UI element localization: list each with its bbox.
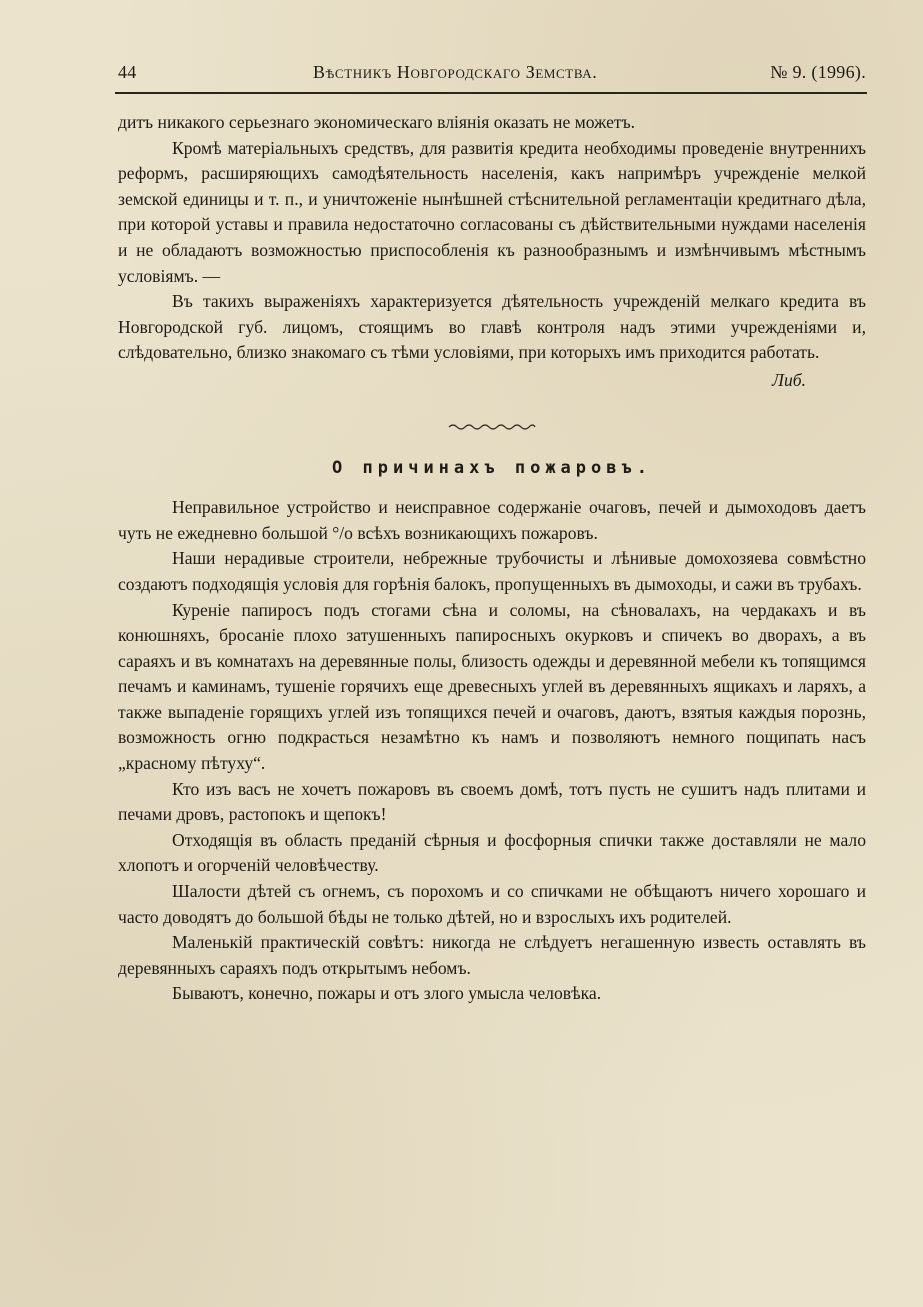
paragraph: Маленькій практическій совѣтъ: никогда не слѣдуетъ негашенную известь оставлять въ деревянныхъ сараяхъ подъ открытымъ небомъ. <box>118 932 866 978</box>
paragraph: Шалости дѣтей съ огнемъ, съ порохомъ и со спичками не обѣщаютъ ничего хорошаго и часто доводятъ до большой бѣды не только дѣтей, но и взрослыхъ ихъ родителей. <box>118 881 866 927</box>
wavy-ornament-divider <box>447 422 537 432</box>
page-number: 44 <box>118 62 137 82</box>
paragraph-continuation: дитъ никакого серьезнаго экономическаго вліянія оказать не можетъ. <box>118 112 636 132</box>
author-signature: Либ. <box>772 369 806 390</box>
paragraph: Кромѣ матеріальныхъ средствъ, для развитія кредита необходимы проведеніе внутреннихъ реформъ, расширяющихъ самодѣятельность населенія, какъ напримѣръ учрежденіе мелкой земской единицы и т. п., и уничтоженіе нынѣшней стѣснительной регламентаціи кредитнаго дѣла, при которой уставы и правила недостаточно согласованы съ дѣйствительными нуждами населенія и не обладаютъ возможностью приспособленія къ разнообразнымъ и измѣнчивымъ мѣстнымъ условіямъ. — <box>118 137 866 286</box>
running-header <box>118 60 866 88</box>
article-body <box>118 110 866 1007</box>
paragraph: Неправильное устройство и неисправное содержаніе очаговъ, печей и дымоходовъ даетъ чуть не ежедневно большой °/o всѣхъ возникающихъ пожаровъ. <box>118 497 866 543</box>
journal-title: Вѣстникъ Новгородскаго Земства. <box>313 62 598 82</box>
paragraph: Отходящія въ область преданій сѣрныя и фосфорныя спички также доставляли не мало хлопотъ и огорченій человѣчеству. <box>118 829 866 876</box>
paragraph: Кто изъ васъ не хочетъ пожаровъ въ своемъ домѣ, тотъ пусть не сушитъ надъ плитами и печами дровъ, растопокъ и щепокъ! <box>118 778 866 825</box>
section-title: О причинахъ пожаровъ. <box>332 457 652 478</box>
paragraph: Въ такихъ выраженіяхъ характеризуется дѣятельность учрежденій мелкаго кредита въ Новгородской губ. лицомъ, стоящимъ во главѣ контроля надъ этими учрежденіями и, слѣдовательно, близко знакомаго съ тѣми условіями, при которыхъ имъ приходится работать. <box>118 291 866 363</box>
issue-number: № 9. (1996). <box>770 62 866 82</box>
header-rule <box>115 92 867 94</box>
paragraph: Бываютъ, конечно, пожары и отъ злого умысла человѣка. <box>172 983 602 1004</box>
paragraph: Куреніе папиросъ подъ стогами сѣна и соломы, на сѣновалахъ, на чердакахъ и въ конюшняхъ, бросаніе плохо затушенныхъ папиросныхъ окурковъ и спичекъ во дворахъ, а въ сараяхъ и въ комнатахъ на деревянные полы, близость одежды и деревянной мебели къ топящимся печамъ и каминамъ, тушеніе горячихъ еще древесныхъ углей въ деревянныхъ ящикахъ и ларяхъ, а также выпаденіе горящихъ углей изъ топящихся печей и очаговъ, даютъ, взятыя каждыя порознь, возможность огню подкрасться незамѣтно къ намъ и позволяютъ немного пощипать насъ „красному пѣтуху“. <box>118 599 866 774</box>
paragraph: Наши нерадивые строители, небрежные трубочисты и лѣнивые домохозяева совмѣстно создаютъ подходящія условія для горѣнія балокъ, пропущенныхъ въ дымоходы, и сажи въ трубахъ. <box>118 548 866 594</box>
